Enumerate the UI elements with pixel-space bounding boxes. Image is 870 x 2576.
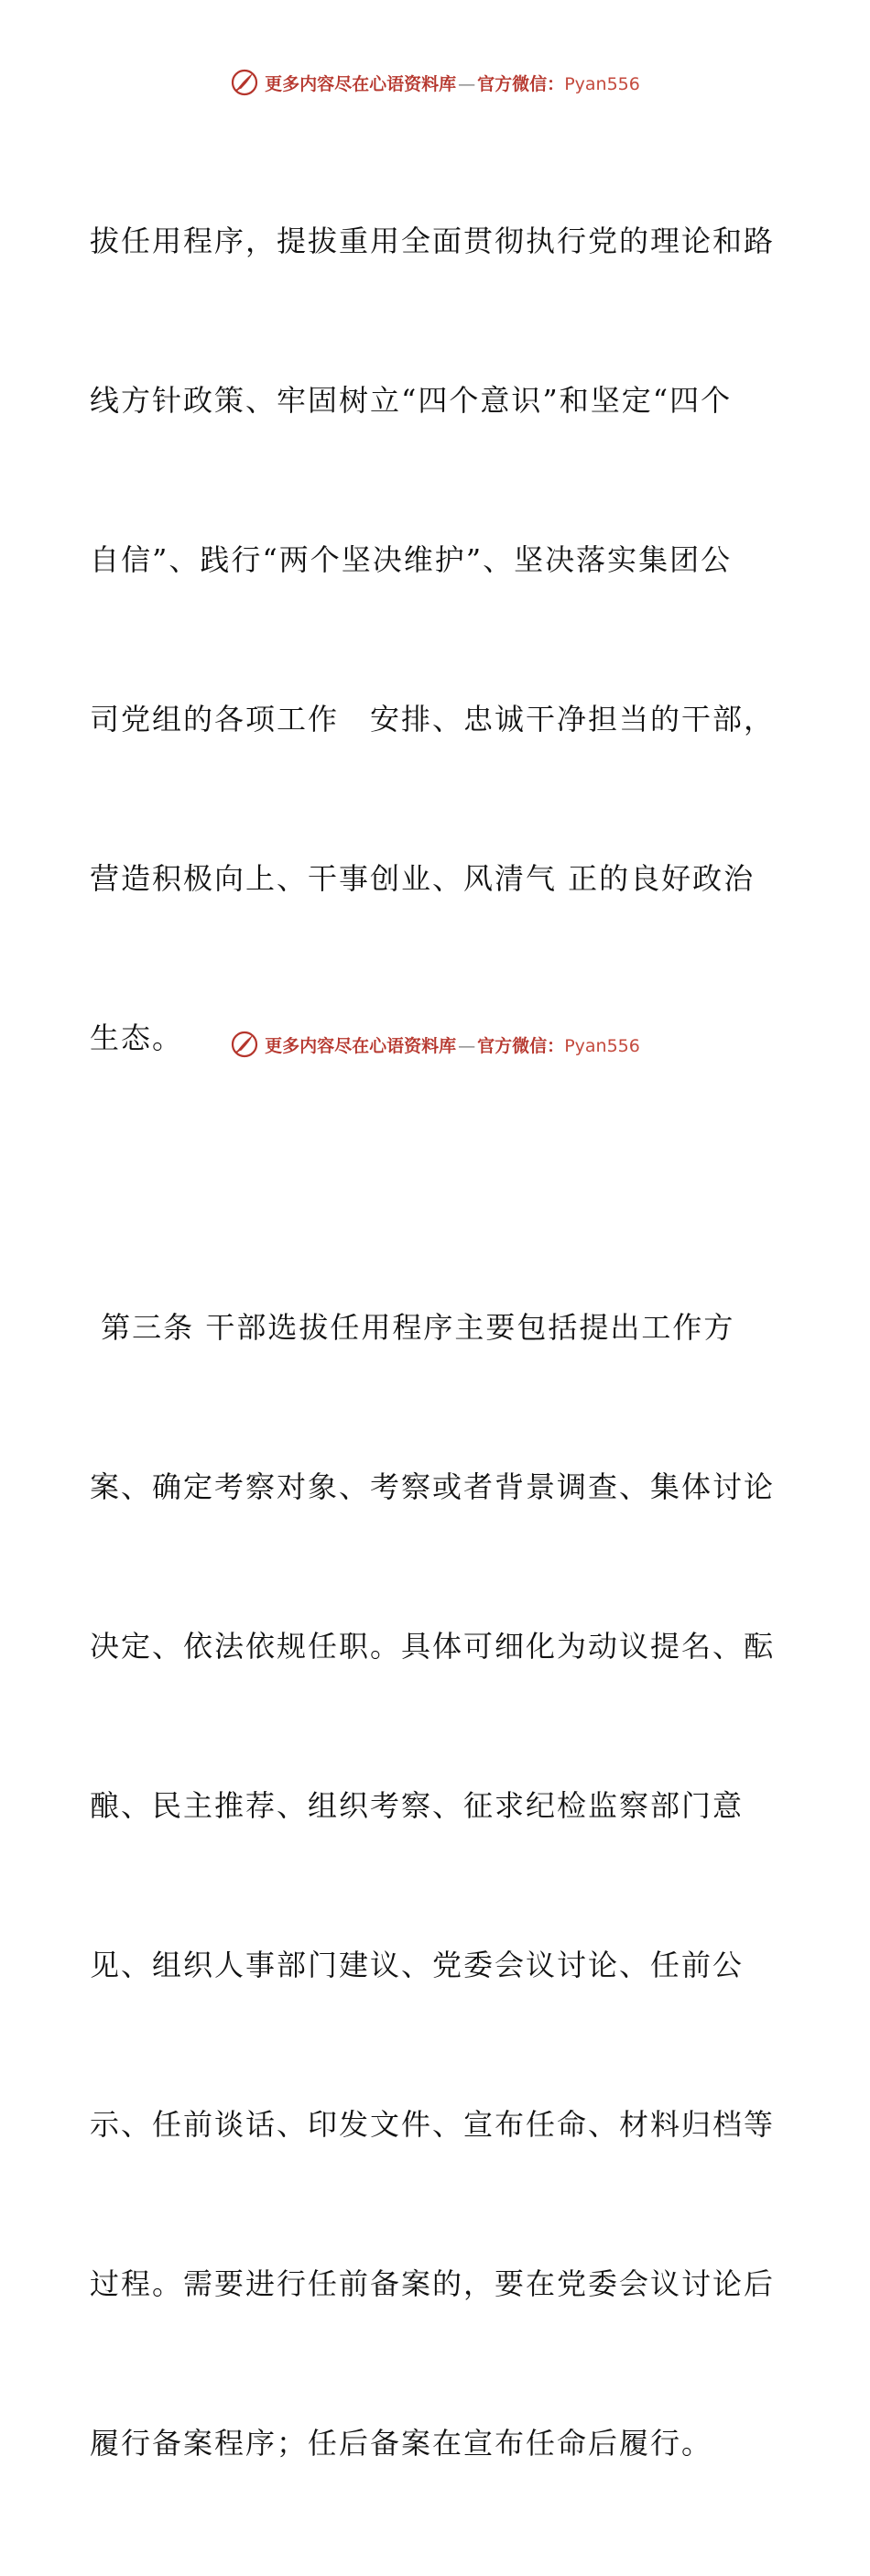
text-line: 司党组的各项工作 安排、忠诚干净担当的干部， [90, 702, 776, 737]
footer-separator: — [458, 1035, 476, 1056]
quill-seal-icon [230, 1030, 259, 1059]
text-line: 拔任用程序，提拔重用全面贯彻执行党的理论和路 [90, 224, 776, 258]
text-line: 第三条 干部选拔任用程序主要包括提出工作方 [90, 1310, 735, 1345]
text-line: 线方针政策、牢固树立“四个意识”和坚定“四个 [90, 383, 733, 418]
footer-watermark-text [265, 1032, 640, 1057]
header-contact-handle: Pyan556 [564, 73, 640, 94]
text-line: 示、任前谈话、印发文件、宣布任命、材料归档等 [90, 2107, 776, 2142]
paragraph-2 [90, 1195, 786, 2576]
header-watermark [0, 66, 870, 99]
text-line: 履行备案程序；任后备案在宣布任命后履行。 [90, 2426, 713, 2461]
footer-contact-handle: Pyan556 [564, 1035, 640, 1056]
header-separator: — [458, 73, 476, 94]
header-watermark-text [265, 71, 640, 95]
header-contact-label: 官方微信： [477, 73, 565, 94]
text-line: 营造积极向上、干事创业、风清气 正的良好政治 [90, 861, 756, 896]
text-line: 见、组织人事部门建议、党委会议讨论、任前公 [90, 1948, 745, 1982]
text-line: 过程。需要进行任前备案的，要在党委会议讨论后 [90, 2266, 776, 2301]
document-body [90, 108, 786, 2576]
text-line: 决定、依法依规任职。具体可细化为动议提名、酝 [90, 1629, 776, 1664]
footer-contact-label: 官方微信： [477, 1035, 565, 1056]
footer-watermark [0, 1028, 870, 1061]
text-line: 生态。 [90, 1021, 184, 1055]
paragraph-1 [90, 108, 786, 1171]
header-brand-text: 更多内容尽在心语资料库 [265, 73, 457, 94]
text-line: 案、确定考察对象、考察或者背景调查、集体讨论 [90, 1469, 776, 1504]
text-line: 酿、民主推荐、组织考察、征求纪检监察部门意 [90, 1788, 745, 1823]
footer-brand-text: 更多内容尽在心语资料库 [265, 1035, 457, 1056]
text-line: 自信”、践行“两个坚决维护”、坚决落实集团公 [90, 542, 733, 577]
quill-seal-icon [230, 68, 259, 97]
